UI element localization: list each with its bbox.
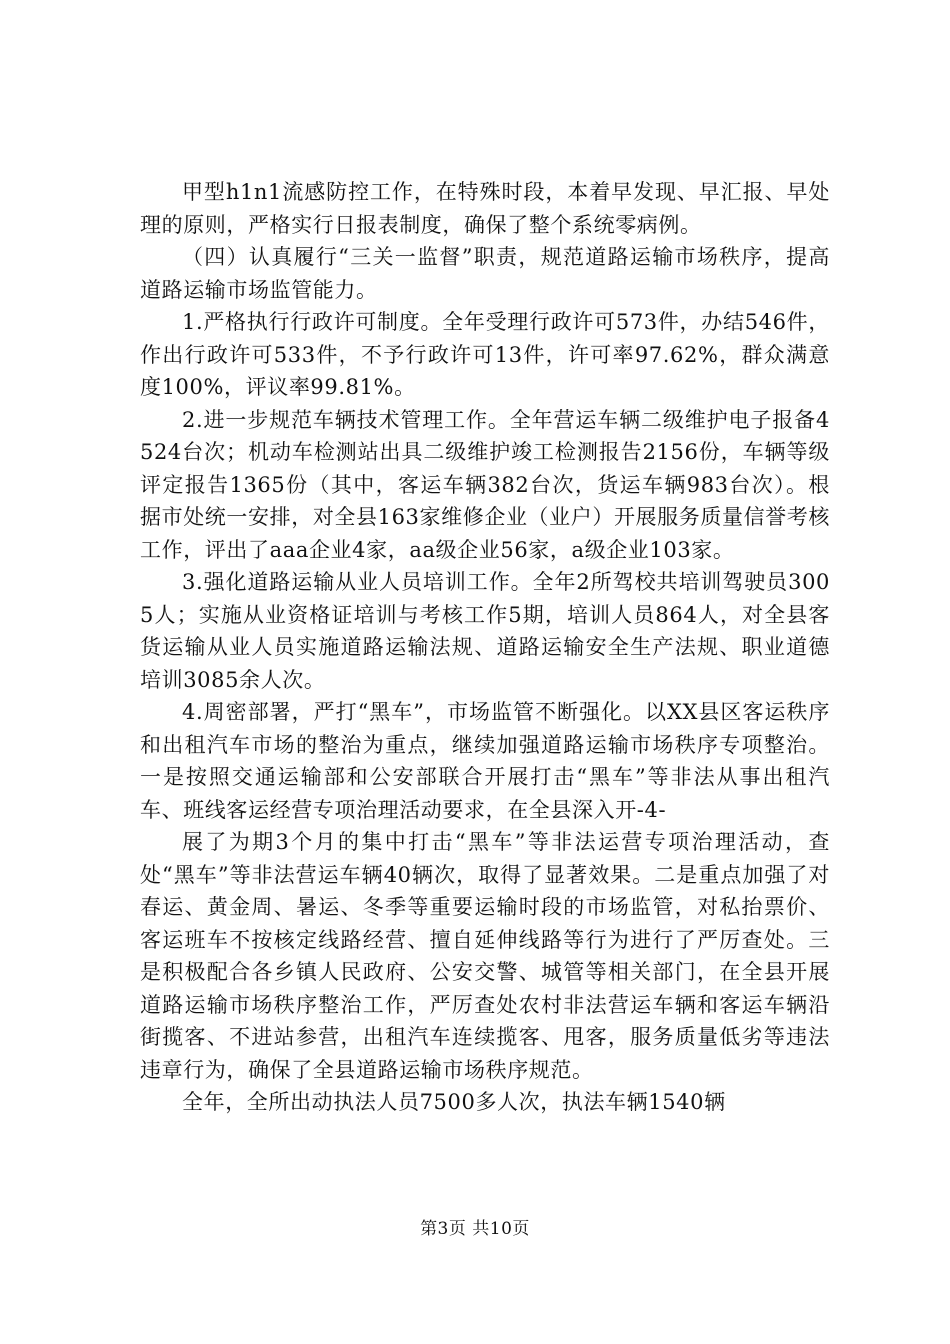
document-body (140, 176, 830, 1119)
paragraph-annual-enforcement: 全年，全所出动执法人员7500多人次，执法车辆1540辆 (182, 1090, 726, 1114)
paragraph-crackdown-results: 展了为期3个月的集中打击“黑车”等非法运营专项治理活动，查处“黑车”等非法营运车辆40辆次，取得了显著效果。二是重点加强了对春运、黄金周、暑运、冬季等重要运输时段的市场监管，对私抬票价、客运班车不按核定线路经营、擅自延伸线路等行为进行了严厉查处。三是积极配合各乡镇人民政府、公安交警、城管等相关部门，在全县开展道路运输市场秩序整治工作，严厉查处农村非法营运车辆和客运车辆沿街揽客、不进站参营，出租汽车连续揽客、甩客，服务质量低劣等违法违章行为，确保了全县道路运输市场秩序规范。 (140, 830, 830, 1082)
paragraph-item-1-licensing: 1.严格执行行政许可制度。全年受理行政许可573件，办结546件，作出行政许可533件，不予行政许可13件，许可率97.62%，群众满意度100%，评议率99.81%。 (140, 310, 830, 399)
paragraph-item-4-market-supervision: 4.周密部署，严打“黑车”，市场监管不断强化。以XX县区客运秩序和出租汽车市场的整治为重点，继续加强道路运输市场秩序专项整治。一是按照交通运输部和公安部联合开展打击“黑车”等非法从事出租汽车、班线客运经营专项治理活动要求，在全县深入开-4- (140, 700, 830, 822)
paragraph-h1n1-prevention: 甲型h1n1流感防控工作，在特殊时段，本着早发现、早汇报、早处理的原则，严格实行日报表制度，确保了整个系统零病例。 (140, 180, 830, 237)
paragraph-item-3-training: 3.强化道路运输从业人员培训工作。全年2所驾校共培训驾驶员3005人；实施从业资格证培训与考核工作5期，培训人员864人，对全县客货运输从业人员实施道路运输法规、道路运输安全生产法规、职业道德培训3085余人次。 (140, 570, 830, 692)
paragraph-section-four-heading: （四）认真履行“三关一监督”职责，规范道路运输市场秩序，提高道路运输市场监管能力。 (140, 245, 830, 302)
page-number-footer: 第3页 共10页 (420, 1219, 530, 1239)
paragraph-item-2-vehicle-management: 2.进一步规范车辆技术管理工作。全年营运车辆二级维护电子报备4524台次；机动车检测站出具二级维护竣工检测报告2156份，车辆等级评定报告1365份（其中，客运车辆382台次，货运车辆983台次）。根据市处统一安排，对全县163家维修企业（业户）开展服务质量信誉考核工作，评出了aaa企业4家，aa级企业56家，a级企业103家。 (140, 407, 830, 562)
